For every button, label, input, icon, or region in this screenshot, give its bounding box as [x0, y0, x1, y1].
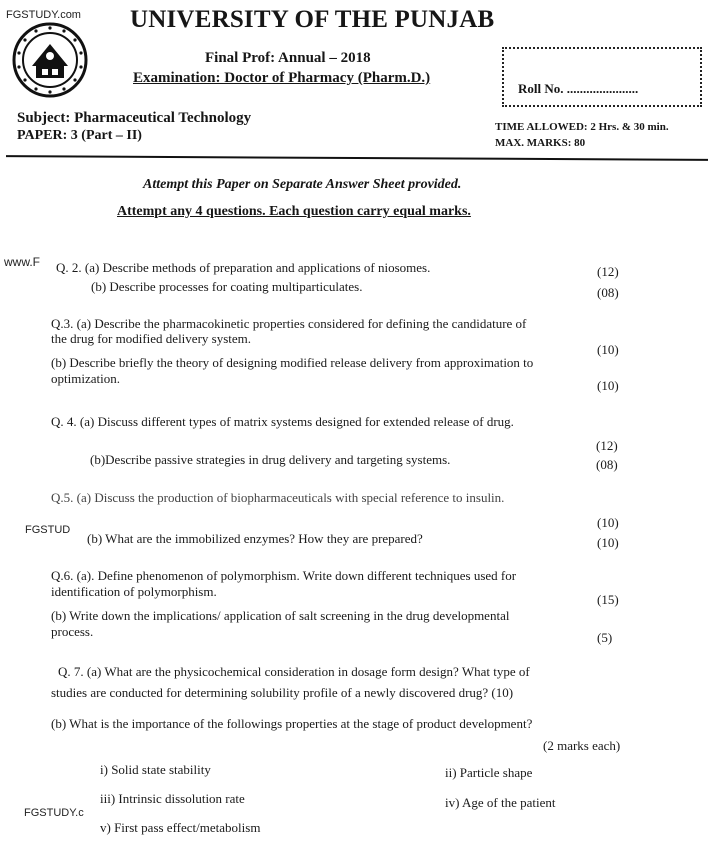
question-5a: Q.5. (a) Discuss the production of biopharmaceuticals with special reference to insulin. — [51, 490, 505, 505]
property-item-v: v) First pass effect/metabolism — [100, 820, 261, 835]
question-7a-line1: Q. 7. (a) What are the physicochemical consideration in dosage form design? What type of — [58, 664, 530, 679]
question-6b-line1: (b) Write down the implications/ application of salt screening in the drug developmental — [51, 608, 510, 623]
instruction-attempt-four: Attempt any 4 questions. Each question carry equal marks. — [117, 204, 471, 219]
question-6b-marks: (5) — [597, 630, 613, 645]
question-7b-marks: (2 marks each) — [543, 738, 621, 753]
question-2a: Q. 2. (a) Describe methods of preparation and applications of niosomes. — [56, 260, 431, 275]
question-3b-marks: (10) — [597, 378, 619, 393]
roll-number-label: Roll No. ...................... — [518, 81, 639, 96]
question-3a-marks: (10) — [597, 342, 619, 357]
subject-line: Subject: Pharmaceutical Technology — [17, 110, 252, 126]
question-7b: (b) What is the importance of the followings properties at the stage of product development? — [51, 716, 533, 731]
property-item-i: i) Solid state stability — [100, 762, 211, 777]
header-divider — [6, 155, 708, 161]
question-4a-marks: (12) — [596, 438, 618, 453]
watermark-left-lower: FGSTUD — [25, 524, 71, 536]
roll-number-box — [502, 47, 702, 107]
university-title: UNIVERSITY OF THE PUNJAB — [130, 6, 495, 33]
watermark-bottom-left: FGSTUDY.c — [24, 807, 84, 819]
question-6a-line2: identification of polymorphism. — [51, 584, 217, 599]
watermark-left-mid: www.F — [4, 255, 40, 269]
instruction-separate-sheet: Attempt this Paper on Separate Answer Sheet provided. — [143, 177, 462, 192]
question-3b-line1: (b) Describe briefly the theory of designing modified release delivery from approximation to — [51, 355, 534, 370]
question-2b-marks: (08) — [597, 285, 619, 300]
watermark-top-left: FGSTUDY.com — [6, 9, 81, 21]
question-5b: (b) What are the immobilized enzymes? How they are prepared? — [87, 531, 423, 546]
paper-line: PAPER: 3 (Part – II) — [17, 128, 142, 143]
examination-line: Examination: Doctor of Pharmacy (Pharm.D.) — [133, 70, 431, 86]
university-seal-icon — [12, 22, 88, 98]
question-3b-line2: optimization. — [51, 371, 120, 386]
question-4a: Q. 4. (a) Discuss different types of matrix systems designed for extended release of drug. — [51, 414, 514, 429]
question-3a-line2: the drug for modified delivery system. — [51, 331, 252, 346]
question-5a-marks: (10) — [597, 515, 619, 530]
question-6a-line1: Q.6. (a). Define phenomenon of polymorphism. Write down different techniques used for — [51, 568, 517, 583]
question-2a-marks: (12) — [597, 264, 619, 279]
time-allowed: TIME ALLOWED: 2 Hrs. & 30 min. — [495, 121, 669, 133]
property-item-iii: iii) Intrinsic dissolution rate — [100, 791, 245, 806]
question-6b-line2: process. — [51, 624, 94, 639]
question-2b: (b) Describe processes for coating multiparticulates. — [91, 279, 363, 294]
question-3a-line1: Q.3. (a) Describe the pharmacokinetic properties considered for defining the candidature of — [51, 316, 527, 331]
max-marks: MAX. MARKS: 80 — [495, 137, 586, 149]
question-4b: (b)Describe passive strategies in drug delivery and targeting systems. — [90, 452, 451, 467]
question-5b-marks: (10) — [597, 535, 619, 550]
question-4b-marks: (08) — [596, 457, 618, 472]
property-item-iv: iv) Age of the patient — [445, 795, 556, 810]
property-item-ii: ii) Particle shape — [445, 765, 533, 780]
final-prof-line: Final Prof: Annual – 2018 — [205, 50, 371, 66]
question-7a-line2: studies are conducted for determining solubility profile of a newly discovered drug? (10) — [51, 685, 514, 700]
question-6a-marks: (15) — [597, 592, 619, 607]
